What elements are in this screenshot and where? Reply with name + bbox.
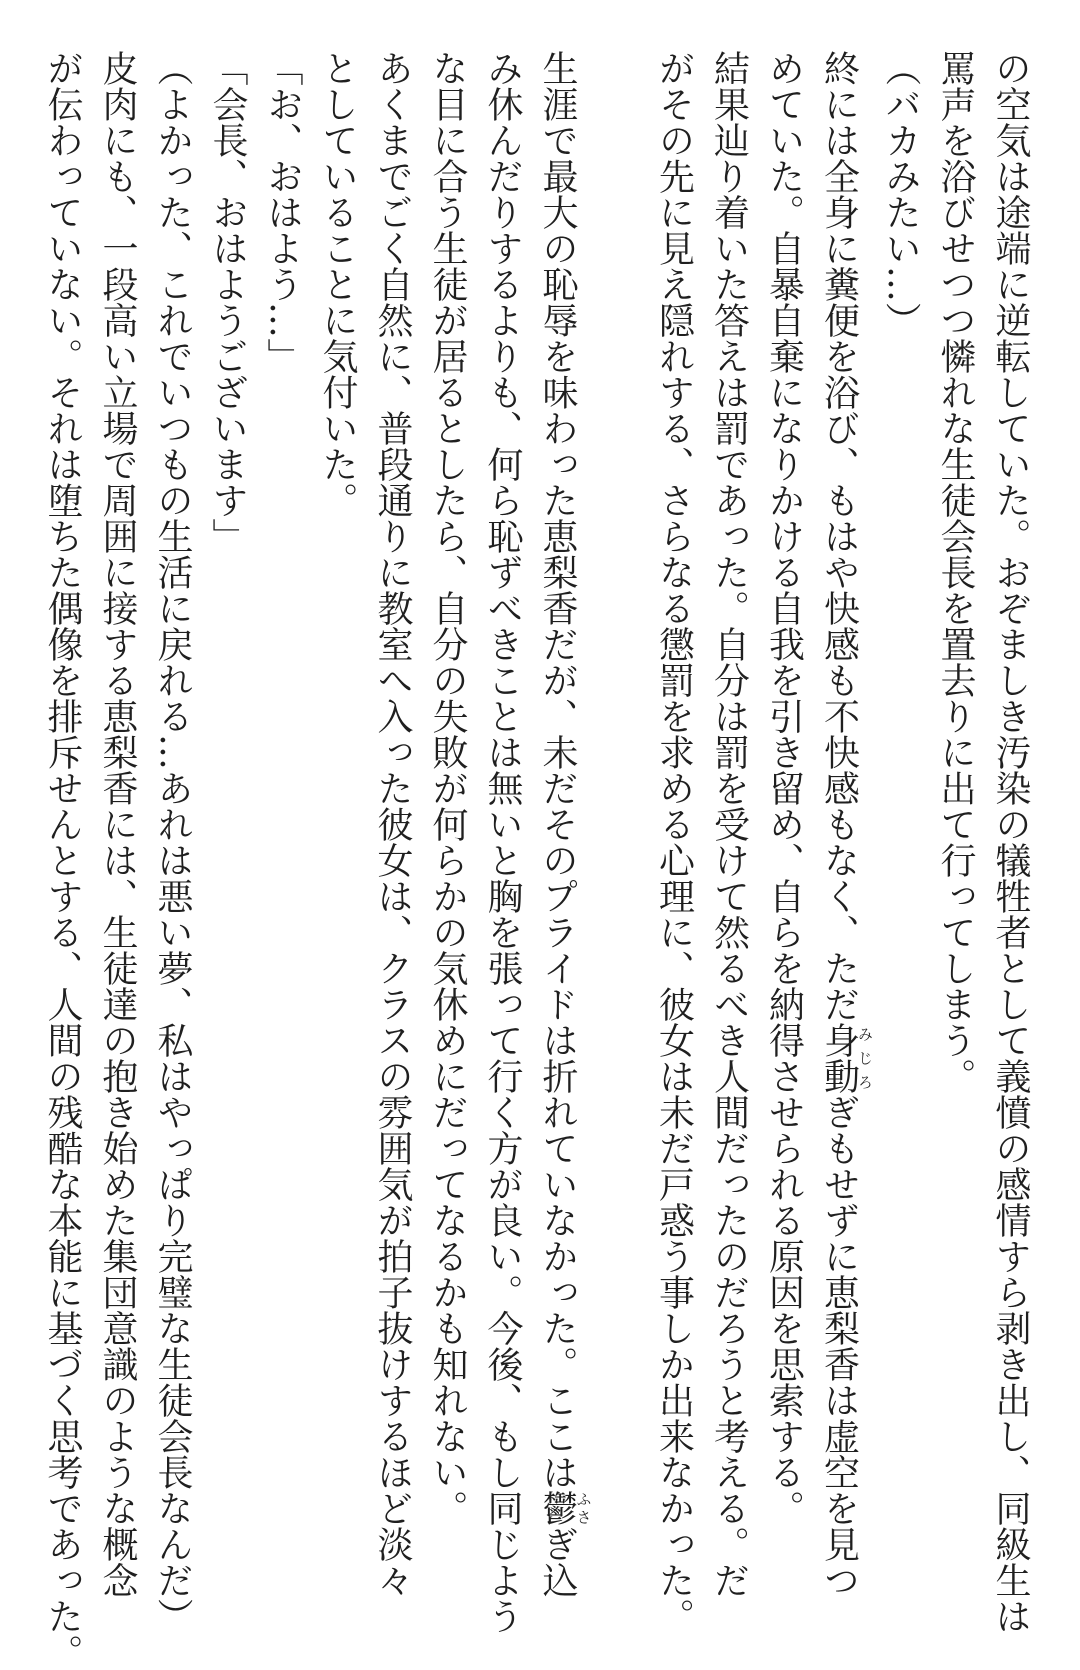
vertical-text-body — [38, 50, 1038, 1670]
dialogue-line: 「会長、おはようございます」 — [207, 50, 248, 554]
thought-line: （よかった、これでいつもの生活に戻れる…あれは悪い夢、私はやっぱり完璧な生徒会長なんだ） — [152, 50, 193, 1634]
text-line: あくまでごく自然に、普段通りに教室へ入った彼女は、クラスの雰囲気が拍子抜けするほど淡々 — [372, 50, 413, 1598]
text-line: な目に合う生徒が居るとしたら、自分の失敗が何らかの気休めにだってなるかも知れない。 — [427, 50, 468, 1526]
text-line: の空気は途端に逆転していた。おぞましき汚染の犠牲者として義憤の感情すら剥き出し、同級生は — [990, 50, 1031, 1634]
dialogue-line: 「お、おはよう…」 — [262, 50, 303, 374]
text-line: 皮肉にも、一段高い立場で周囲に接する恵梨香には、生徒達の抱き始めた集団意識のような概念 — [97, 50, 138, 1598]
furigana-annotation: 身動みじろ — [818, 1022, 874, 1094]
section-break — [592, 50, 647, 1460]
text-line: が伝わっていない。それは堕ちた偶像を排斥せんとする、人間の残酷な本能に基づく思考であった。 — [42, 50, 83, 1670]
text-line: がその先に見え隠れする、さらなる懲罰を求める心理に、彼女は未だ戸惑う事しか出来なかった。 — [653, 50, 695, 1634]
furigana-annotation: 鬱ふさ — [537, 1490, 593, 1526]
text-line: めていた。自暴自棄になりかける自我を引き留め、自らを納得させられる原因を思索する。 — [763, 50, 805, 1526]
text-line-with-ruby: 生涯で最大の恥辱を味わった恵梨香だが、未だそのプライドは折れていなかった。ここは鬱ふさぎ込 — [537, 50, 593, 1598]
text-line: み休んだりするよりも、何ら恥ずべきことは無いと胸を張って行く方が良い。今後、もし同じよう — [482, 50, 523, 1634]
text-line: としていることに気付いた。 — [317, 50, 358, 518]
text-line: 結果辿り着いた答えは罰であった。自分は罰を受けて然るべき人間だったのだろうと考える。だ — [708, 50, 750, 1598]
text-line-with-ruby: 終には全身に糞便を浴び、もはや快感も不快感もなく、ただ身動みじろぎもせずに恵梨香は虚空を見つ — [818, 50, 874, 1598]
text-line: 罵声を浴びせつつ憐れな生徒会長を置去りに出て行ってしまう。 — [935, 50, 976, 1094]
text-line: （バカみたい…） — [880, 50, 921, 338]
